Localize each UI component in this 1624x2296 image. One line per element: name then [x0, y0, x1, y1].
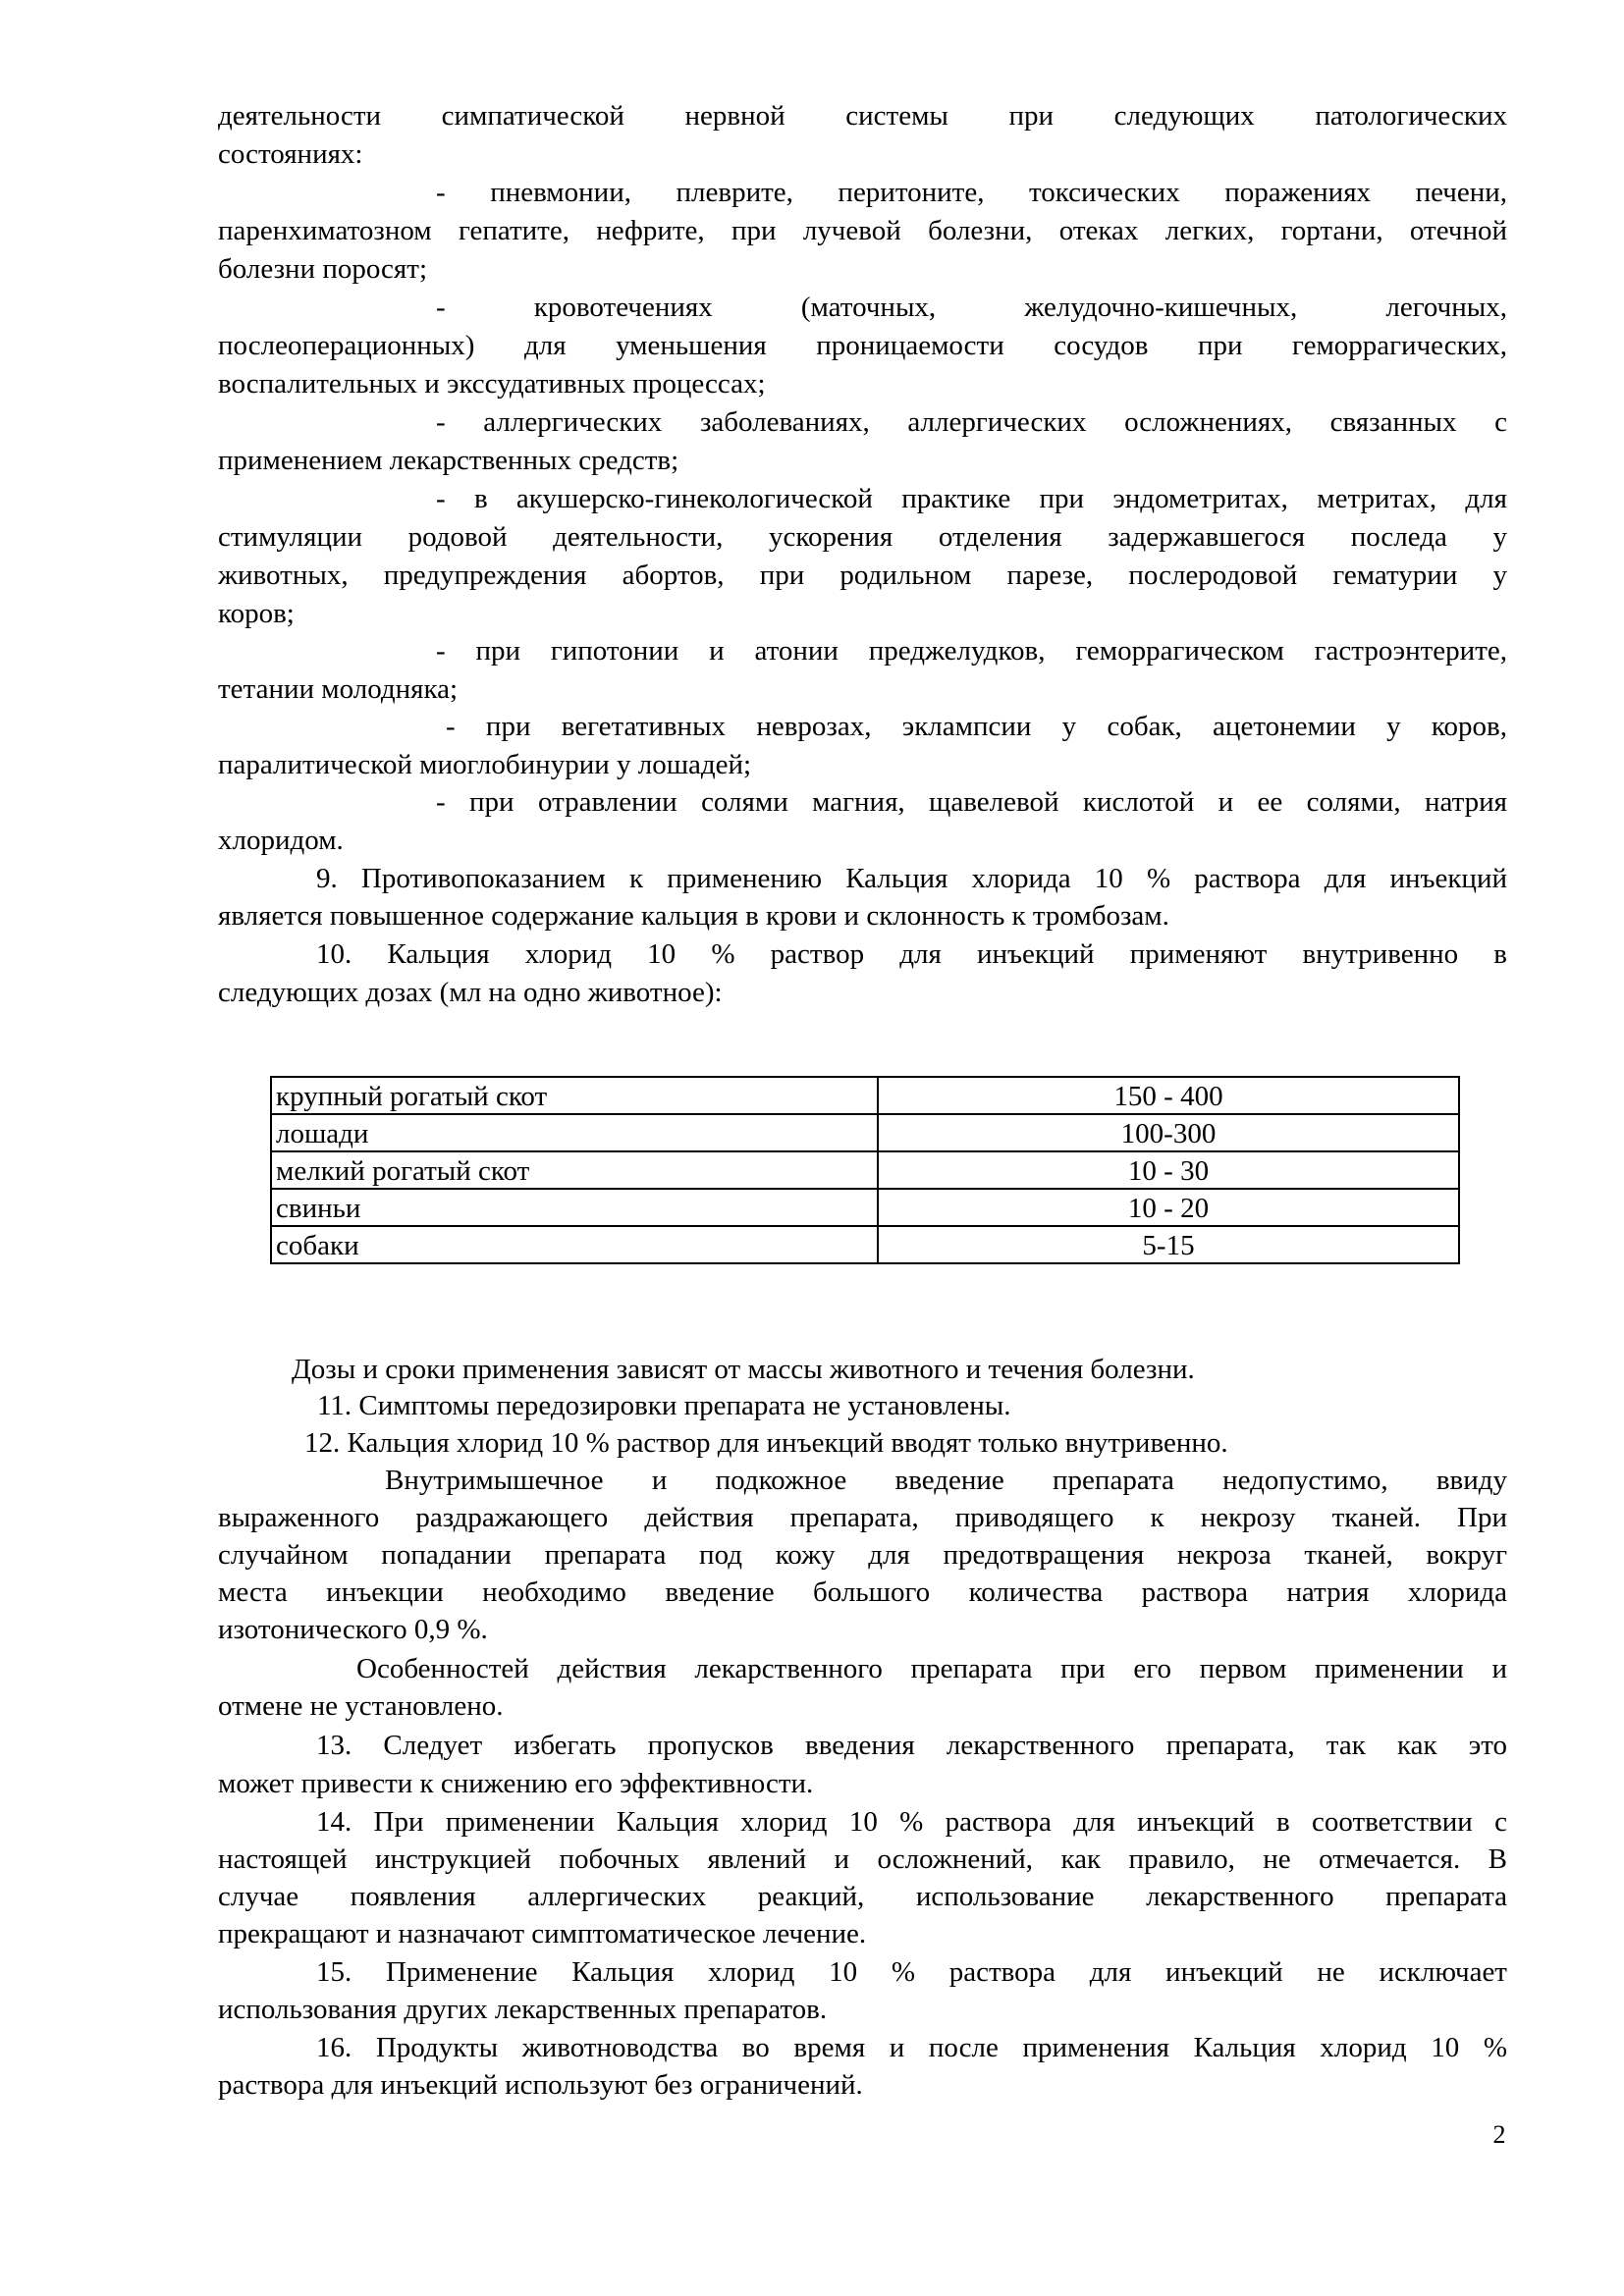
table-row [271, 1151, 1459, 1189]
text-line: отмене не установлено. [218, 1690, 504, 1722]
text-line: болезни поросят; [218, 253, 427, 285]
text-line: может привести к снижению его эффективности. [218, 1768, 814, 1799]
text-line: коров; [218, 598, 295, 629]
text-line: является повышенное содержание кальция в крови и склонность к тромбозам. [218, 900, 1169, 932]
text-line: места инъекции необходимо введение большого количества раствора натрия хлорида [218, 1576, 1507, 1608]
text-line: раствора для инъекций используют без ограничений. [218, 2069, 863, 2101]
table-row [271, 1189, 1459, 1226]
animal-cell: собаки [271, 1226, 878, 1263]
text-line: - при отравлении солями магния, щавелевой кислотой и ее солями, натрия [436, 786, 1507, 818]
text-line: 9. Противопоказанием к применению Кальция хлорида 10 % раствора для инъекций [316, 863, 1507, 894]
text-line: случайном попадании препарата под кожу для предотвращения некроза тканей, вокруг [218, 1539, 1507, 1571]
text-line: стимуляции родовой деятельности, ускорения отделения задержавшегося последа у [218, 521, 1507, 553]
text-line: - при вегетативных неврозах, эклампсии у собак, ацетонемии у коров, [446, 711, 1507, 742]
text-line: случае появления аллергических реакций, использование лекарственного препарата [218, 1881, 1507, 1912]
text-line: хлоридом. [218, 825, 344, 856]
text-line: Внутримышечное и подкожное введение препарата недопустимо, ввиду [385, 1465, 1507, 1496]
animal-cell: мелкий рогатый скот [271, 1151, 878, 1189]
text-line: Особенностей действия лекарственного препарата при его первом применении и [356, 1653, 1507, 1684]
dose-cell: 10 - 20 [878, 1189, 1459, 1226]
text-line: изотонического 0,9 %. [218, 1614, 488, 1645]
animal-cell: лошади [271, 1114, 878, 1151]
text-line: 16. Продукты животноводства во время и после применения Кальция хлорид 10 % [316, 2032, 1507, 2063]
text-line: - при гипотонии и атонии преджелудков, геморрагическом гастроэнтерите, [436, 635, 1507, 667]
table-row [271, 1226, 1459, 1263]
text-line: 10. Кальция хлорид 10 % раствор для инъекций применяют внутривенно в [316, 938, 1507, 970]
text-line: Дозы и сроки применения зависят от массы животного и течения болезни. [292, 1354, 1195, 1385]
animal-cell: свиньи [271, 1189, 878, 1226]
text-line: прекращают и назначают симптоматическое лечение. [218, 1918, 867, 1949]
dosage-table [270, 1076, 1460, 1264]
page-number: 2 [1492, 2120, 1506, 2149]
text-line: выраженного раздражающего действия препарата, приводящего к некрозу тканей. При [218, 1502, 1507, 1533]
table-row [271, 1114, 1459, 1151]
text-line: - аллергических заболеваниях, аллергических осложнениях, связанных с [436, 406, 1507, 438]
dose-cell: 150 - 400 [878, 1077, 1459, 1114]
text-line: 13. Следует избегать пропусков введения лекарственного препарата, так как это [316, 1730, 1507, 1761]
text-line: - в акушерско-гинекологической практике при эндометритах, метритах, для [436, 483, 1507, 514]
text-line: послеоперационных) для уменьшения проницаемости сосудов при геморрагических, [218, 330, 1507, 361]
text-line: настоящей инструкцией побочных явлений и осложнений, как правило, не отмечается. В [218, 1843, 1507, 1875]
dose-cell: 100-300 [878, 1114, 1459, 1151]
text-line: - пневмонии, плеврите, перитоните, токсических поражениях печени, [436, 177, 1507, 208]
text-line: животных, предупреждения абортов, при родильном парезе, послеродовой гематурии у [218, 560, 1507, 591]
dose-cell: 10 - 30 [878, 1151, 1459, 1189]
text-line: деятельности симпатической нервной системы при следующих патологических [218, 100, 1507, 132]
text-line: применением лекарственных средств; [218, 445, 679, 476]
text-line: тетании молодняка; [218, 673, 459, 705]
text-line: 11. Симптомы передозировки препарата не установлены. [317, 1390, 1011, 1421]
text-line: 15. Применение Кальция хлорид 10 % раствора для инъекций не исключает [316, 1956, 1507, 1988]
text-line: использования других лекарственных препаратов. [218, 1994, 828, 2025]
table-row [271, 1077, 1459, 1114]
animal-cell: крупный рогатый скот [271, 1077, 878, 1114]
text-line: паренхиматозном гепатите, нефрите, при лучевой болезни, отеках легких, гортани, отечной [218, 215, 1507, 246]
text-line: следующих дозах (мл на одно животное): [218, 977, 723, 1008]
dose-cell: 5-15 [878, 1226, 1459, 1263]
text-line: 12. Кальция хлорид 10 % раствор для инъекций вводят только внутривенно. [304, 1427, 1228, 1459]
text-line: - кровотечениях (маточных, желудочно-кишечных, легочных, [436, 292, 1507, 323]
text-line: воспалительных и экссудативных процессах; [218, 368, 766, 400]
text-line: паралитической миоглобинурии у лошадей; [218, 749, 752, 780]
text-line: состояниях: [218, 138, 363, 170]
text-line: 14. При применении Кальция хлорид 10 % раствора для инъекций в соответствии с [316, 1806, 1507, 1838]
